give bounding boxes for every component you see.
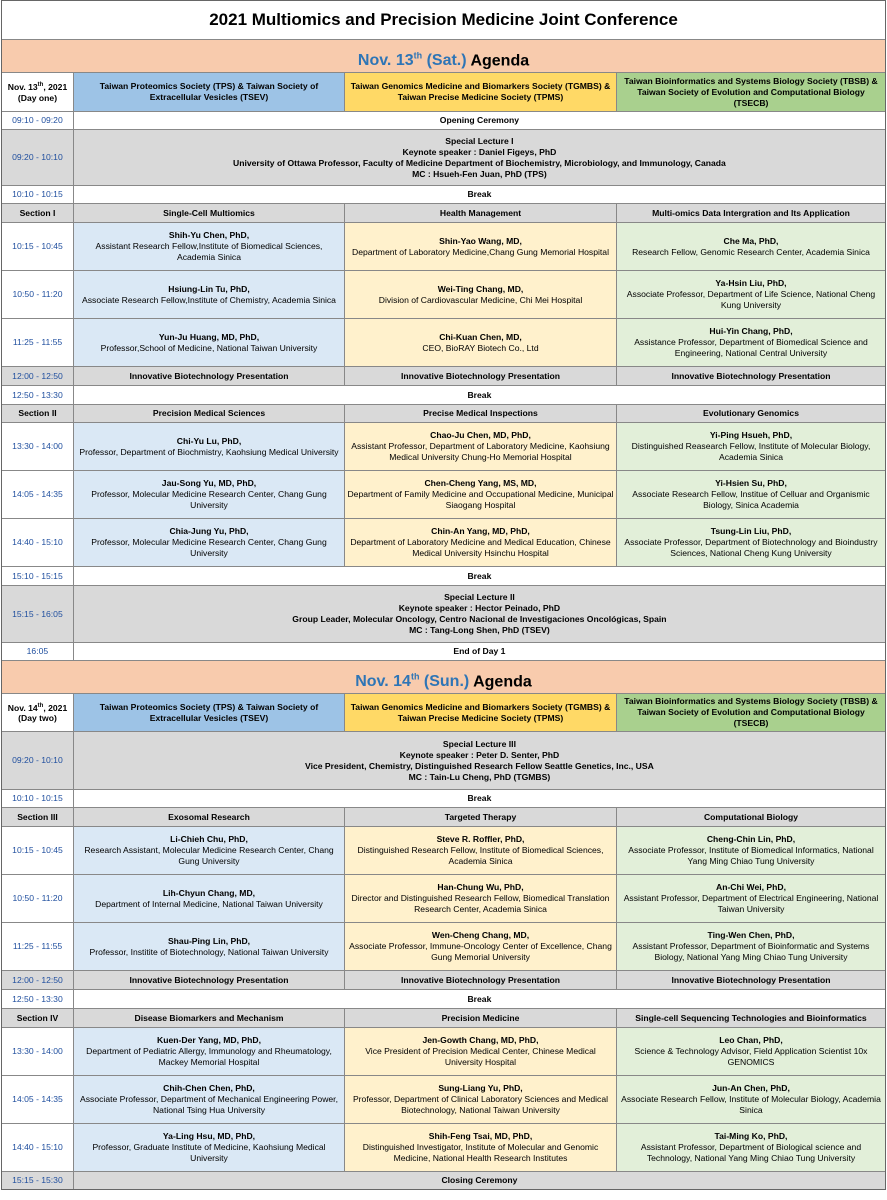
society-header-row	[2, 73, 885, 112]
talk-cell: Kuen-Der Yang, MD, PhD, Department of Pediatric Allergy, Immunology and Rheumatology, Mackey Memorial Hospital	[74, 1028, 345, 1075]
agenda-page	[1, 0, 886, 1190]
time-cell: 10:10 - 10:15	[2, 186, 74, 203]
talk-cell: Jau-Song Yu, MD, PhD, Professor, Molecular Medicine Research Center, Chang Gung University	[74, 471, 345, 518]
section-topic: Precise Medical Inspections	[345, 405, 617, 422]
page-title: 2021 Multiomics and Precision Medicine Joint Conference	[2, 1, 885, 40]
time-cell: 11:25 - 11:55	[2, 319, 74, 366]
talk-cell: Yun-Ju Huang, MD, PhD, Professor,School of Medicine, National Taiwan University	[74, 319, 345, 366]
time-cell: 10:15 - 10:45	[2, 223, 74, 270]
innovative-presentation: Innovative Biotechnology Presentation	[345, 971, 617, 989]
society-tbsb: Taiwan Bioinformatics and Systems Biology Society (TBSB) & Taiwan Society of Evolution and Computational Biology (TSECB)	[617, 73, 885, 111]
break-label: Break	[74, 567, 885, 585]
talk-cell: Yi-Hsien Su, PhD, Associate Research Fellow, Institue of Celluar and Organismic Biology, Sinica Academia	[617, 471, 885, 518]
break-label: Break	[74, 790, 885, 807]
section-label: Section II	[2, 405, 74, 422]
day-one-date: Nov. 13th (Sat.)	[357, 51, 467, 70]
talk-row	[2, 1124, 885, 1172]
talk-cell: Tai-Ming Ko, PhD, Assistant Professor, Department of Biological science and Technology, National Yang Ming Chiao Tung University	[617, 1124, 885, 1171]
day-two-agenda-word: Agenda	[473, 673, 532, 691]
innovative-presentation-row	[2, 971, 885, 990]
talk-cell: Li-Chieh Chu, PhD, Research Assistant, Molecular Medicine Research Center, Chang Gung University	[74, 827, 345, 874]
time-cell: 09:20 - 10:10	[2, 732, 74, 789]
talk-cell: Hsiung-Lin Tu, PhD, Associate Research Fellow,Institute of Chemistry, Academia Sinica	[74, 271, 345, 318]
talk-cell: Leo Chan, PhD, Science & Technology Advisor, Field Application Scientist 10x GENOMICS	[617, 1028, 885, 1075]
society-tbsb: Taiwan Bioinformatics and Systems Biology Society (TBSB) & Taiwan Society of Evolution and Computational Biology (TSECB)	[617, 694, 885, 731]
section-1-header	[2, 204, 885, 223]
section-3-header	[2, 808, 885, 827]
day-two-date: Nov. 14th (Sun.)	[355, 672, 470, 691]
time-cell: 10:15 - 10:45	[2, 827, 74, 874]
schedule-row-lecture-2	[2, 586, 885, 643]
talk-cell: Wei-Ting Chang, MD, Division of Cardiovascular Medicine, Chi Mei Hospital	[345, 271, 617, 318]
opening-ceremony: Opening Ceremony	[74, 112, 885, 129]
time-cell: 09:20 - 10:10	[2, 130, 74, 185]
section-2-header	[2, 405, 885, 423]
schedule-row-lecture-1	[2, 130, 885, 186]
society-tps: Taiwan Proteomics Society (TPS) & Taiwan Society of Extracellular Vesicles (TSEV)	[74, 73, 345, 111]
talk-cell: Ting-Wen Chen, PhD, Assistant Professor, Department of Bioinformatic and Systems Biology, National Yang Ming Chiao Tung University	[617, 923, 885, 970]
society-tgmbs: Taiwan Genomics Medicine and Biomarkers Society (TGMBS) & Taiwan Precise Medicine Society (TPMS)	[345, 73, 617, 111]
schedule-row-end	[2, 643, 885, 661]
time-cell: 15:15 - 15:30	[2, 1172, 74, 1189]
section-label: Section III	[2, 808, 74, 826]
talk-row	[2, 875, 885, 923]
talk-cell: Sung-Liang Yu, PhD, Professor, Department of Clinical Laboratory Sciences and Medical Biotechnology, National Taiwan University	[345, 1076, 617, 1123]
talk-cell: Chi-Kuan Chen, MD, CEO, BioRAY Biotech Co., Ltd	[345, 319, 617, 366]
special-lecture-2: Special Lecture II Keynote speaker : Hector Peinado, PhD Group Leader, Molecular Oncology, Centro Nacional de Investigaciones Oncológicas, Spain MC : Tang-Long Shen, PhD (TSEV)	[74, 586, 885, 642]
section-topic: Evolutionary Genomics	[617, 405, 885, 422]
schedule-row-lecture-3	[2, 732, 885, 790]
talk-cell: Ya-Ling Hsu, MD, PhD, Professor, Graduate Institute of Medicine, Kaohsiung Medical University	[74, 1124, 345, 1171]
talk-row	[2, 519, 885, 567]
time-cell: 10:10 - 10:15	[2, 790, 74, 807]
section-topic: Multi-omics Data Intergration and Its Application	[617, 204, 885, 222]
section-topic: Disease Biomarkers and Mechanism	[74, 1009, 345, 1027]
time-cell: 14:05 - 14:35	[2, 471, 74, 518]
special-lecture-3: Special Lecture III Keynote speaker : Peter D. Senter, PhD Vice President, Chemistry, Distinguished Research Fellow Seattle Genetics, Inc., USA MC : Tain-Lu Cheng, PhD (TGMBS)	[74, 732, 885, 789]
talk-cell: Shih-Yu Chen, PhD, Assistant Research Fellow,Institute of Biomedical Sciences, Academia Sinica	[74, 223, 345, 270]
innovative-presentation: Innovative Biotechnology Presentation	[74, 971, 345, 989]
talk-row	[2, 319, 885, 367]
section-topic: Precision Medicine	[345, 1009, 617, 1027]
talk-cell: Cheng-Chin Lin, PhD, Associate Professor, Institute of Biomedical Informatics, National Yang Ming Chiao Tung University	[617, 827, 885, 874]
talk-row	[2, 471, 885, 519]
day-one-heading	[2, 40, 885, 73]
schedule-row-break	[2, 386, 885, 405]
talk-row	[2, 271, 885, 319]
talk-cell: Shin-Yao Wang, MD, Department of Laboratory Medicine,Chang Gung Memorial Hospital	[345, 223, 617, 270]
talk-cell: Wen-Cheng Chang, MD, Associate Professor, Immune-Oncology Center of Excellence, Chang Gung Memorial University	[345, 923, 617, 970]
talk-cell: Jen-Gowth Chang, MD, PhD, Vice President of Precision Medical Center, Chinese Medical University Hospital	[345, 1028, 617, 1075]
innovative-presentation: Innovative Biotechnology Presentation	[617, 367, 885, 385]
society-tps: Taiwan Proteomics Society (TPS) & Taiwan Society of Extracellular Vesicles (TSEV)	[74, 694, 345, 731]
time-cell: 12:00 - 12:50	[2, 971, 74, 989]
schedule-row-closing	[2, 1172, 885, 1189]
talk-row	[2, 223, 885, 271]
talk-cell: Yi-Ping Hsueh, PhD, Distinguished Reasearch Fellow, Institute of Molecular Biology, Academia Sinica	[617, 423, 885, 470]
talk-cell: Shih-Feng Tsai, MD, PhD, Distinguished Investigator, Institute of Molecular and Genomic Medicine, National Health Research Institutes	[345, 1124, 617, 1171]
talk-cell: Han-Chung Wu, PhD, Director and Distinguished Research Fellow, Biomedical Translation Research Center, Academia Sinica	[345, 875, 617, 922]
section-topic: Single-Cell Multiomics	[74, 204, 345, 222]
talk-cell: Chia-Jung Yu, PhD, Professor, Molecular Medicine Research Center, Chang Gung University	[74, 519, 345, 566]
time-cell: 11:25 - 11:55	[2, 923, 74, 970]
time-cell: 12:50 - 13:30	[2, 990, 74, 1008]
talk-cell: An-Chi Wei, PhD, Assistant Professor, Department of Electrical Engineering, National Taiwan University	[617, 875, 885, 922]
talk-cell: Steve R. Roffler, PhD, Distinguished Research Fellow, Institute of Biomedical Sciences, Academia Sinica	[345, 827, 617, 874]
section-topic: Health Management	[345, 204, 617, 222]
section-label: Section IV	[2, 1009, 74, 1027]
society-header-row	[2, 694, 885, 732]
talk-row	[2, 423, 885, 471]
time-cell: 14:40 - 15:10	[2, 519, 74, 566]
time-cell: 15:15 - 16:05	[2, 586, 74, 642]
innovative-presentation: Innovative Biotechnology Presentation	[617, 971, 885, 989]
innovative-presentation: Innovative Biotechnology Presentation	[74, 367, 345, 385]
time-cell: 14:40 - 15:10	[2, 1124, 74, 1171]
time-cell: 12:00 - 12:50	[2, 367, 74, 385]
schedule-row-break	[2, 790, 885, 808]
talk-cell: Shau-Ping Lin, PhD, Professor, Institite of Biotechnology, National Taiwan University	[74, 923, 345, 970]
section-topic: Computational Biology	[617, 808, 885, 826]
talk-cell: Chih-Chen Chen, PhD, Associate Professor, Department of Mechanical Engineering Power, National Tsing Hua University	[74, 1076, 345, 1123]
talk-cell: Hui-Yin Chang, PhD, Assistance Professor, Department of Biomedical Science and Engineering, National Central University	[617, 319, 885, 366]
break-label: Break	[74, 386, 885, 404]
section-label: Section I	[2, 204, 74, 222]
section-4-header	[2, 1009, 885, 1028]
talk-cell: Chi-Yu Lu, PhD, Professor, Department of Biochmistry, Kaohsiung Medical University	[74, 423, 345, 470]
talk-cell: Chen-Cheng Yang, MS, MD, Department of Family Medicine and Occupational Medicine, Municipal Siaogang Hospital	[345, 471, 617, 518]
day-date-cell: Nov. 14th, 2021 (Day two)	[2, 694, 74, 731]
time-cell: 10:50 - 11:20	[2, 271, 74, 318]
special-lecture-1: Special Lecture I Keynote speaker : Daniel Figeys, PhD University of Ottawa Professor, Faculty of Medicine Department of Biochemistry, Microbiology, and Immunology, Canada MC : Hsueh-Fen Juan, PhD (TPS)	[74, 130, 885, 185]
time-cell: 09:10 - 09:20	[2, 112, 74, 129]
innovative-presentation: Innovative Biotechnology Presentation	[345, 367, 617, 385]
talk-cell: Tsung-Lin Liu, PhD, Associate Professor, Department of Biotechnology and Bioindustry Sciences, National Cheng Kung University	[617, 519, 885, 566]
talk-row	[2, 1076, 885, 1124]
day-two-heading	[2, 661, 885, 694]
break-label: Break	[74, 186, 885, 203]
schedule-row-opening	[2, 112, 885, 130]
time-cell: 13:30 - 14:00	[2, 1028, 74, 1075]
day-one-agenda-word: Agenda	[470, 52, 530, 70]
end-of-day-1: End of Day 1	[74, 643, 885, 660]
talk-cell: Chao-Ju Chen, MD, PhD, Assistant Professor, Department of Laboratory Medicine, Kaohsiung Medical University Chung-Ho Memorial Hospital	[345, 423, 617, 470]
section-topic: Targeted Therapy	[345, 808, 617, 826]
break-label: Break	[74, 990, 885, 1008]
talk-cell: Chin-An Yang, MD, PhD, Department of Laboratory Medicine and Medical Education, Chinese Medical University Hsinchu Hospital	[345, 519, 617, 566]
time-cell: 10:50 - 11:20	[2, 875, 74, 922]
schedule-row-break	[2, 186, 885, 204]
talk-row	[2, 827, 885, 875]
time-cell: 13:30 - 14:00	[2, 423, 74, 470]
talk-row	[2, 1028, 885, 1076]
talk-cell: Che Ma, PhD, Research Fellow, Genomic Research Center, Academia Sinica	[617, 223, 885, 270]
talk-cell: Ya-Hsin Liu, PhD, Associate Professor, Department of Life Science, National Cheng Kung University	[617, 271, 885, 318]
time-cell: 16:05	[2, 643, 74, 660]
time-cell: 12:50 - 13:30	[2, 386, 74, 404]
time-cell: 14:05 - 14:35	[2, 1076, 74, 1123]
section-topic: Exosomal Research	[74, 808, 345, 826]
society-tgmbs: Taiwan Genomics Medicine and Biomarkers Society (TGMBS) & Taiwan Precise Medicine Society (TPMS)	[345, 694, 617, 731]
section-topic: Precision Medical Sciences	[74, 405, 345, 422]
talk-cell: Jun-An Chen, PhD, Associate Research Fellow, Institute of Molecular Biology, Academia Sinica	[617, 1076, 885, 1123]
schedule-row-break	[2, 567, 885, 586]
section-topic: Single-cell Sequencing Technologies and Bioinformatics	[617, 1009, 885, 1027]
closing-ceremony: Closing Ceremony	[74, 1172, 885, 1189]
talk-row	[2, 923, 885, 971]
schedule-row-break	[2, 990, 885, 1009]
day-date-cell: Nov. 13th, 2021 (Day one)	[2, 73, 74, 111]
talk-cell: Lih-Chyun Chang, MD, Department of Internal Medicine, National Taiwan University	[74, 875, 345, 922]
time-cell: 15:10 - 15:15	[2, 567, 74, 585]
innovative-presentation-row	[2, 367, 885, 386]
